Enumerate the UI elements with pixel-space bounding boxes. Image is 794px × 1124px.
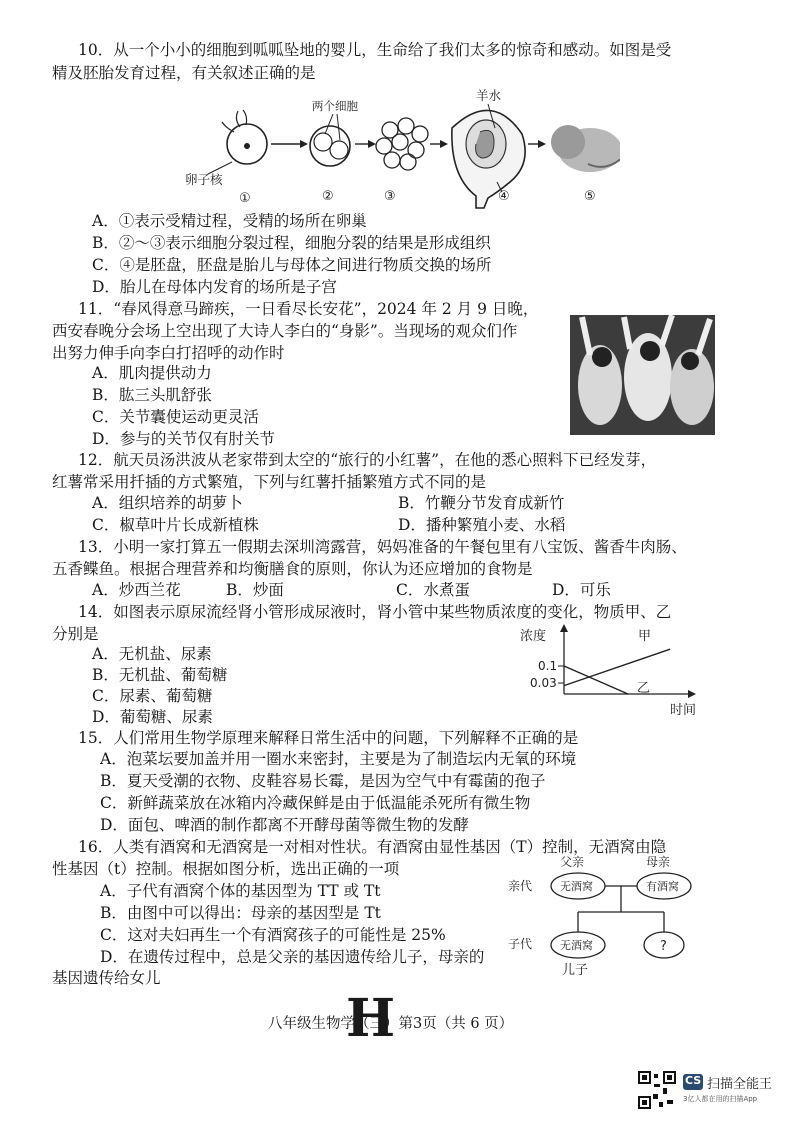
q13-stem-line2: 五香鲽鱼。根据合理营养和均衡膳食的原则，你认为还应增加的食物是 bbox=[52, 560, 533, 578]
pedigree-parent-generation: 亲代 bbox=[508, 879, 533, 893]
q13-option-a[interactable]: A．炒西兰花 bbox=[92, 581, 181, 599]
page-footer: 八年级生物学（三）第3页（共 6 页） bbox=[268, 1016, 514, 1032]
son-label: 儿子 bbox=[562, 963, 589, 978]
q14-stem-line2: 分别是 bbox=[52, 625, 99, 643]
q15-option-a[interactable]: A．泡菜坛要加盖并用一圈水来密封，主要是为了制造坛内无氧的环境 bbox=[100, 750, 577, 768]
stage-label-1: ① bbox=[239, 191, 251, 206]
y-tick-label-high: 0.1 bbox=[538, 659, 558, 673]
label-egg-nucleus: 卵子核 bbox=[185, 172, 223, 187]
camscanner-logo-text: CS bbox=[685, 1074, 702, 1087]
q13-option-b[interactable]: B．炒面 bbox=[226, 581, 284, 599]
q12-option-d[interactable]: D．播种繁殖小麦、水稻 bbox=[398, 516, 566, 534]
q12-option-a[interactable]: A．组织培养的胡萝卜 bbox=[92, 494, 243, 512]
paper-version-mark: H bbox=[346, 988, 396, 1049]
series-label-yi: 乙 bbox=[637, 681, 651, 696]
q16-option-d-continued: 基因遗传给女儿 bbox=[52, 969, 161, 987]
q16-option-a[interactable]: A．子代有酒窝个体的基因型为 TT 或 Tt bbox=[100, 882, 381, 900]
q15-stem: 15．人们常用生物学原理来解释日常生活中的问题，下列解释不正确的是 bbox=[78, 729, 579, 747]
unknown-trait: ? bbox=[660, 939, 667, 954]
q10-stem-line2: 精及胚胎发育过程，有关叙述正确的是 bbox=[52, 64, 316, 82]
scanner-app-name: 扫描全能王 bbox=[707, 1077, 773, 1092]
q14-option-c[interactable]: C．尿素、葡萄糖 bbox=[92, 687, 213, 705]
q15-option-b[interactable]: B．夏天受潮的衣物、皮鞋容易长霉，是因为空气中有霉菌的孢子 bbox=[100, 772, 546, 790]
q14-concentration-chart bbox=[520, 624, 720, 716]
q12-stem-line2: 红薯常采用扦插的方式繁殖，下列与红薯扦插繁殖方式不同的是 bbox=[52, 473, 487, 491]
pedigree-mother-label: 母亲 bbox=[646, 855, 671, 869]
mother-trait: 有酒窝 bbox=[646, 880, 679, 893]
series-label-jia: 甲 bbox=[638, 629, 652, 644]
series-line-jia bbox=[564, 649, 670, 685]
pedigree-child-generation: 子代 bbox=[508, 937, 533, 951]
pedigree-father-label: 父亲 bbox=[560, 855, 585, 869]
q11-option-d[interactable]: D．参与的关节仅有肘关节 bbox=[92, 430, 275, 448]
q10-embryo-figure bbox=[150, 84, 620, 214]
y-tick-label-low: 0.03 bbox=[530, 676, 557, 690]
q12-stem-line1: 12．航天员汤洪波从老家带到太空的“旅行的小红薯”，在他的悉心照料下已经发芽， bbox=[78, 451, 657, 469]
father-trait: 无酒窝 bbox=[560, 880, 593, 893]
q12-option-b[interactable]: B．竹鞭分节发育成新竹 bbox=[398, 494, 565, 512]
q13-option-c[interactable]: C．水煮蛋 bbox=[396, 581, 470, 599]
q16-option-c[interactable]: C．这对夫妇再生一个有酒窝孩子的可能性是 25% bbox=[100, 926, 446, 944]
q11-audience-photo bbox=[570, 315, 715, 435]
stage-label-5: ⑤ bbox=[584, 189, 596, 204]
stage-label-2: ② bbox=[322, 189, 334, 204]
q14-option-a[interactable]: A．无机盐、尿素 bbox=[92, 645, 212, 663]
scanner-watermark bbox=[637, 1070, 787, 1112]
q13-stem-line1: 13．小明一家打算五一假期去深圳湾露营，妈妈准备的午餐包里有八宝饭、酱香牛肉肠、 bbox=[78, 538, 687, 556]
q10-stem-line1: 10．从一个小小的细胞到呱呱坠地的婴儿，生命给了我们太多的惊奇和感动。如图是受 bbox=[78, 41, 672, 59]
q11-stem-line2: 西安春晚分会场上空出现了大诗人李白的“身影”。当现场的观众们作 bbox=[52, 322, 518, 340]
q14-option-d[interactable]: D．葡萄糖、尿素 bbox=[92, 708, 213, 726]
q12-option-c[interactable]: C．椒草叶片长成新植株 bbox=[92, 516, 259, 534]
q11-option-c[interactable]: C．关节囊使运动更灵活 bbox=[92, 408, 259, 426]
label-amniotic-fluid: 羊水 bbox=[476, 88, 502, 103]
q15-option-d[interactable]: D．面包、啤酒的制作都离不开酵母菌等微生物的发酵 bbox=[100, 816, 469, 834]
q16-option-d[interactable]: D．在遗传过程中，总是父亲的基因遗传给儿子，母亲的 bbox=[100, 948, 485, 966]
q16-stem-line1: 16．人类有酒窝和无酒窝是一对相对性状。有酒窝由显性基因（T）控制，无酒窝由隐 bbox=[78, 838, 667, 856]
q13-option-d[interactable]: D．可乐 bbox=[552, 581, 611, 599]
son-trait: 无酒窝 bbox=[560, 939, 593, 952]
camscanner-logo-icon bbox=[683, 1074, 703, 1090]
scanner-tagline: 3亿人都在用的扫描App bbox=[683, 1095, 758, 1103]
q15-option-c[interactable]: C．新鲜蔬菜放在冰箱内冷藏保鲜是由于低温能杀死所有微生物 bbox=[100, 794, 531, 812]
q16-option-b[interactable]: B．由图中可以得出：母亲的基因型是 Tt bbox=[100, 904, 381, 922]
q10-option-b[interactable]: B．②～③表示细胞分裂过程，细胞分裂的结果是形成组织 bbox=[92, 234, 491, 252]
series-line-yi bbox=[564, 666, 628, 694]
label-two-cells: 两个细胞 bbox=[312, 99, 358, 113]
q11-option-b[interactable]: B．肱三头肌舒张 bbox=[92, 386, 212, 404]
q16-pedigree-diagram bbox=[500, 850, 720, 980]
qr-code-icon bbox=[637, 1070, 677, 1110]
q11-stem-line1: 11．“春风得意马蹄疾，一日看尽长安花”，2024 年 2 月 9 日晚， bbox=[78, 300, 539, 318]
stage-label-4: ④ bbox=[498, 189, 510, 204]
y-axis-label: 浓度 bbox=[520, 629, 547, 644]
stage-label-3: ③ bbox=[384, 189, 396, 204]
q11-stem-line3: 出努力伸手向李白打招呼的动作时 bbox=[52, 344, 285, 362]
q10-option-a[interactable]: A．①表示受精过程，受精的场所在卵巢 bbox=[92, 212, 367, 230]
q10-option-c[interactable]: C．④是胚盘，胚盘是胎儿与母体之间进行物质交换的场所 bbox=[92, 256, 492, 274]
q11-option-a[interactable]: A．肌肉提供动力 bbox=[92, 364, 212, 382]
q14-stem-line1: 14．如图表示原尿流经肾小管形成尿液时，肾小管中某些物质浓度的变化，物质甲、乙 bbox=[78, 603, 672, 621]
x-axis-label: 时间 bbox=[670, 703, 697, 716]
q16-stem-line2: 性基因（t）控制。根据如图分析，选出正确的一项 bbox=[52, 860, 400, 878]
q10-option-d[interactable]: D．胎儿在母体内发育的场所是子宫 bbox=[92, 278, 337, 296]
q14-option-b[interactable]: B．无机盐、葡萄糖 bbox=[92, 666, 228, 684]
